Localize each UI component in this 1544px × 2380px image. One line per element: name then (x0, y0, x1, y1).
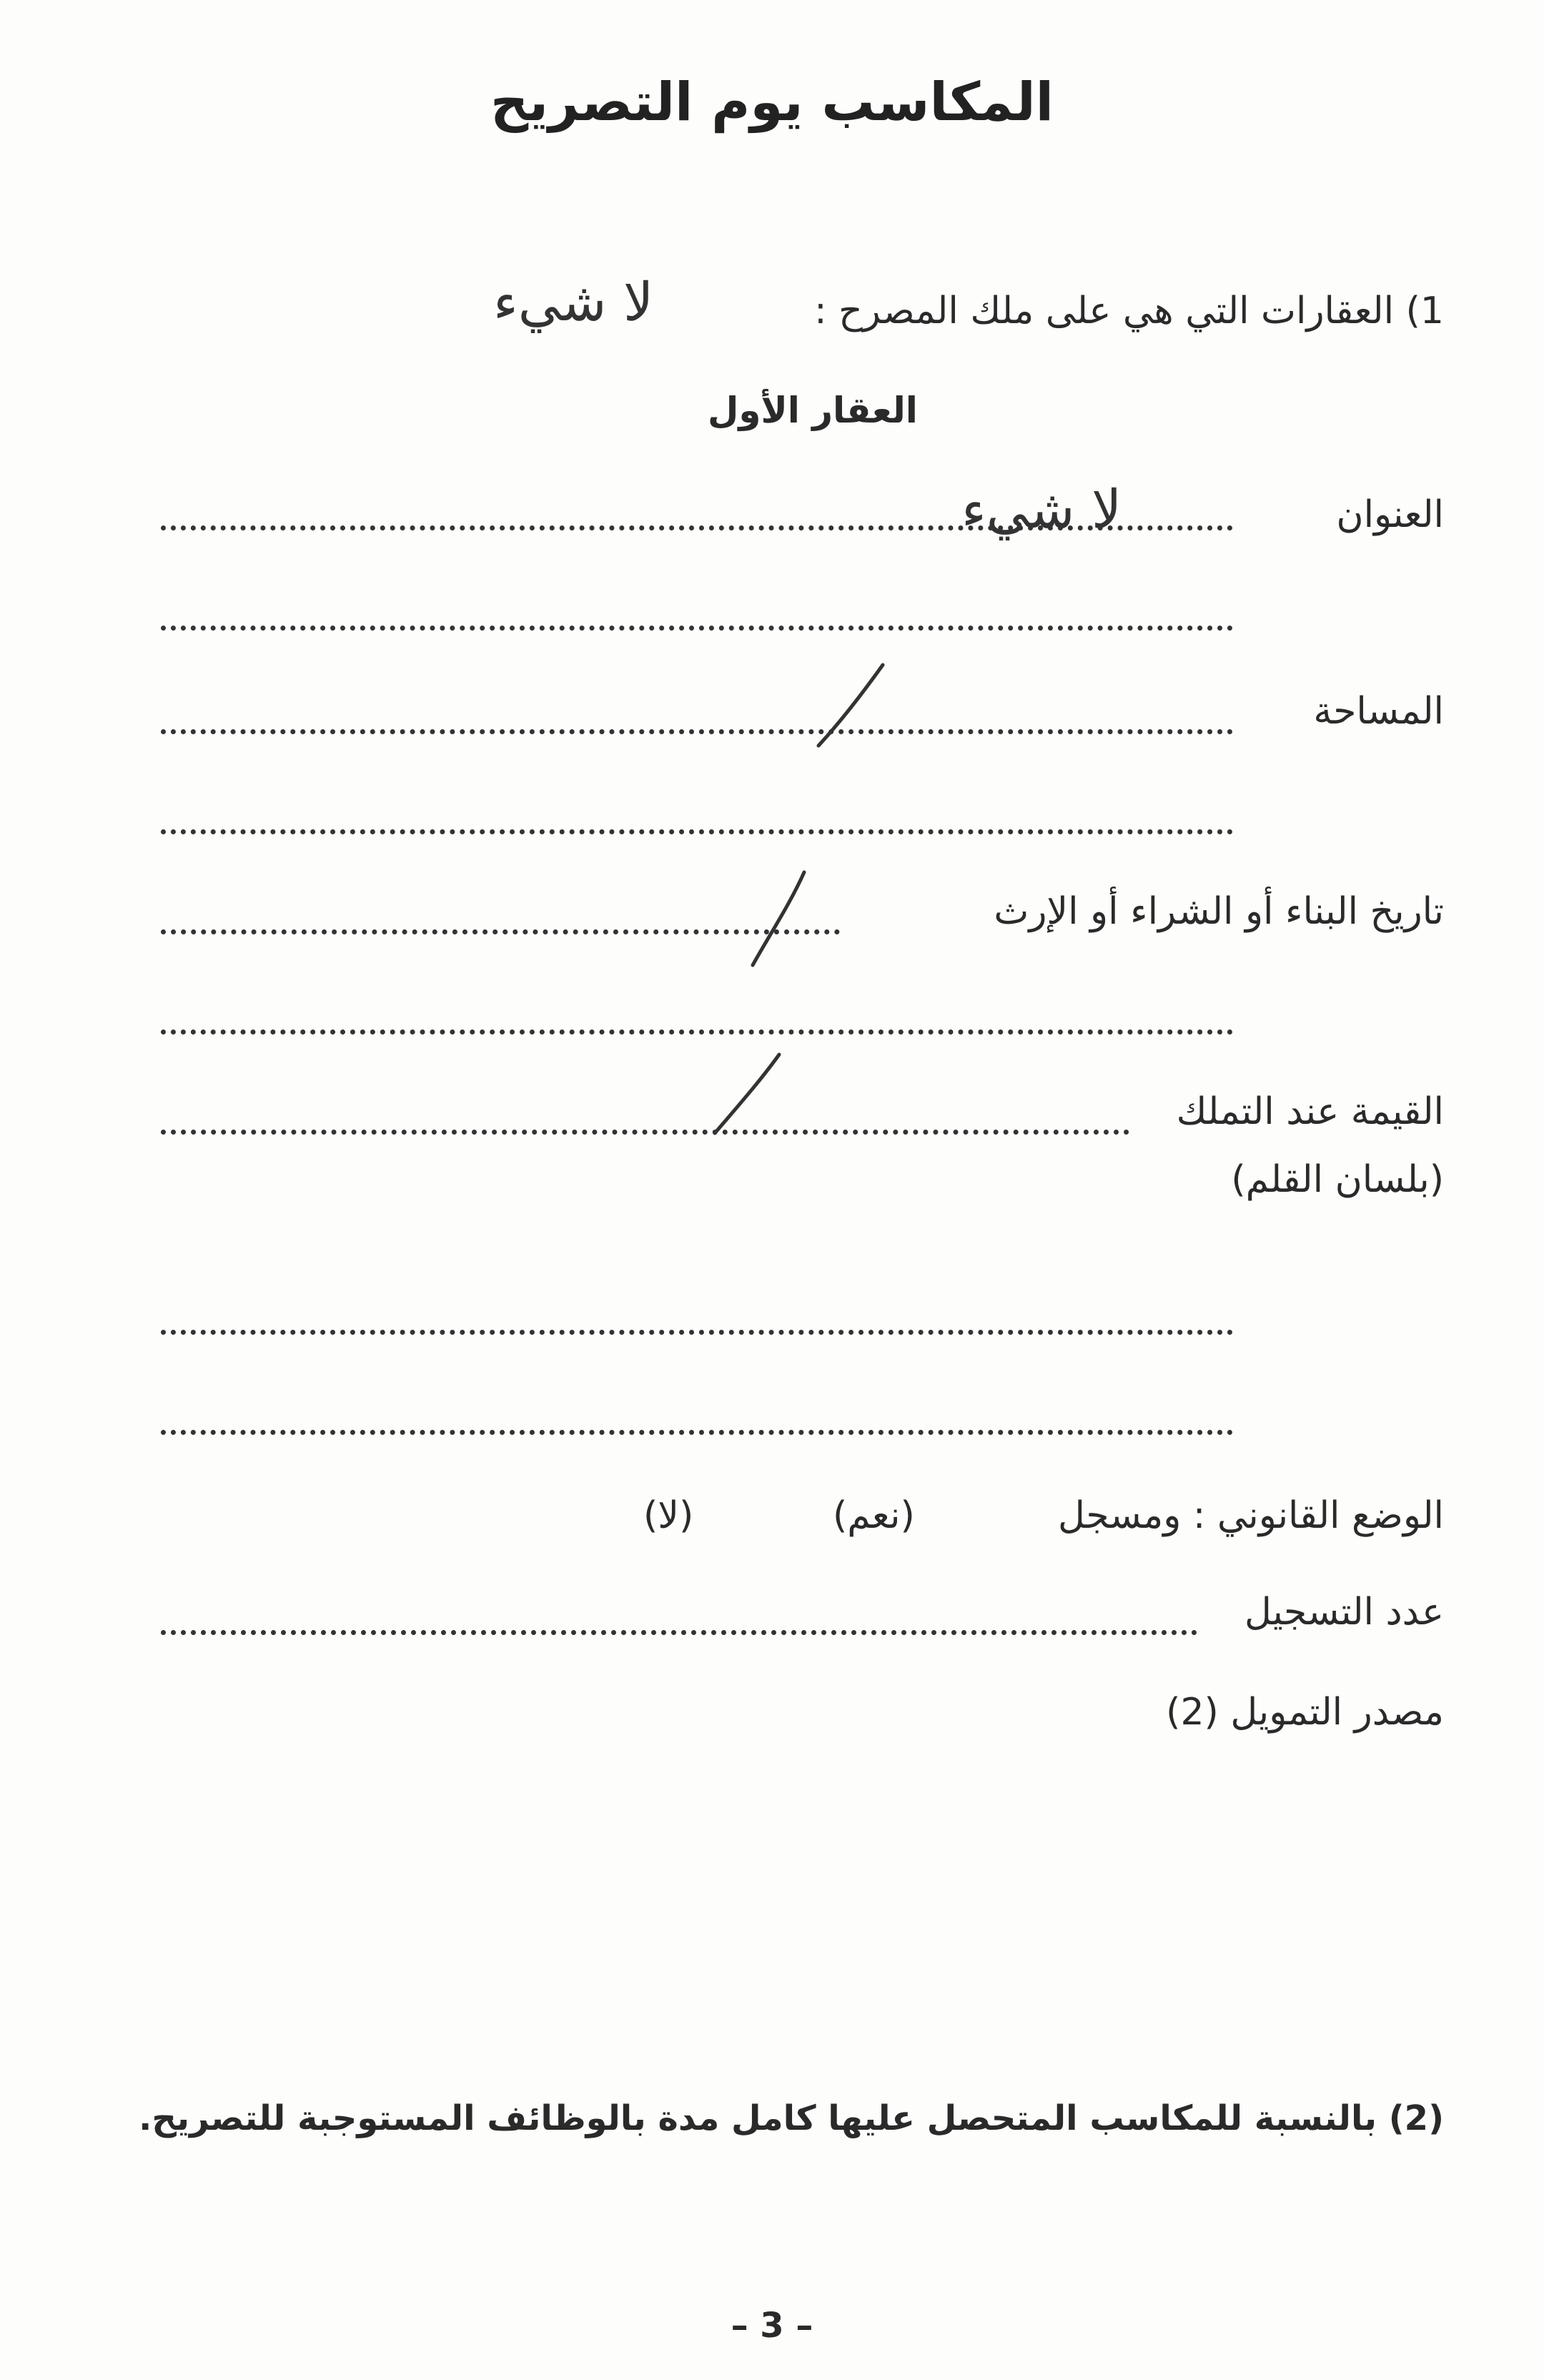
value-label: القيمة عند التملك (1176, 1090, 1444, 1133)
value-line-1 (161, 1130, 1129, 1135)
footnote: (2) بالنسبة للمكاسب المتحصل عليها كامل مدة بالوظائف المستوجبة للتصريح. (139, 2098, 1444, 2138)
value-slash-mark (711, 1051, 783, 1137)
date-slash-mark (747, 869, 811, 969)
date-line-1 (161, 929, 840, 934)
date-label: تاريخ البناء أو الشراء أو الإرث (994, 890, 1444, 933)
first-property-heading: العقار الأول (708, 390, 918, 431)
registration-label: عدد التسجيل (1244, 1591, 1444, 1634)
legal-status-yes: (نعم) (833, 1494, 915, 1537)
address-line-2 (161, 626, 1233, 631)
value-line-2 (161, 1330, 1233, 1335)
area-line-1 (161, 729, 1233, 734)
address-handwritten: لا شيء (961, 479, 1122, 540)
section1-label: 1) العقارات التي هي على ملك المصرح : (814, 290, 1444, 332)
date-line-2 (161, 1029, 1233, 1035)
page-number: – 3 – (731, 2306, 813, 2346)
section1-handwritten-answer: لا شيء (493, 272, 654, 333)
page-title: المكاسب يوم التصريح (490, 71, 1054, 133)
funding-label: مصدر التمويل (2) (1166, 1691, 1444, 1734)
address-label: العنوان (1336, 493, 1444, 536)
value-sub-label: (بلسان القلم) (1231, 1158, 1444, 1201)
area-slash-mark (815, 661, 886, 747)
legal-status-no: (لا) (643, 1494, 694, 1537)
registration-line (161, 1630, 1197, 1635)
area-line-2 (161, 829, 1233, 834)
area-label: المساحة (1313, 690, 1444, 733)
value-line-3 (161, 1430, 1233, 1435)
legal-status-label: الوضع القانوني : ومسجل (1058, 1494, 1444, 1537)
